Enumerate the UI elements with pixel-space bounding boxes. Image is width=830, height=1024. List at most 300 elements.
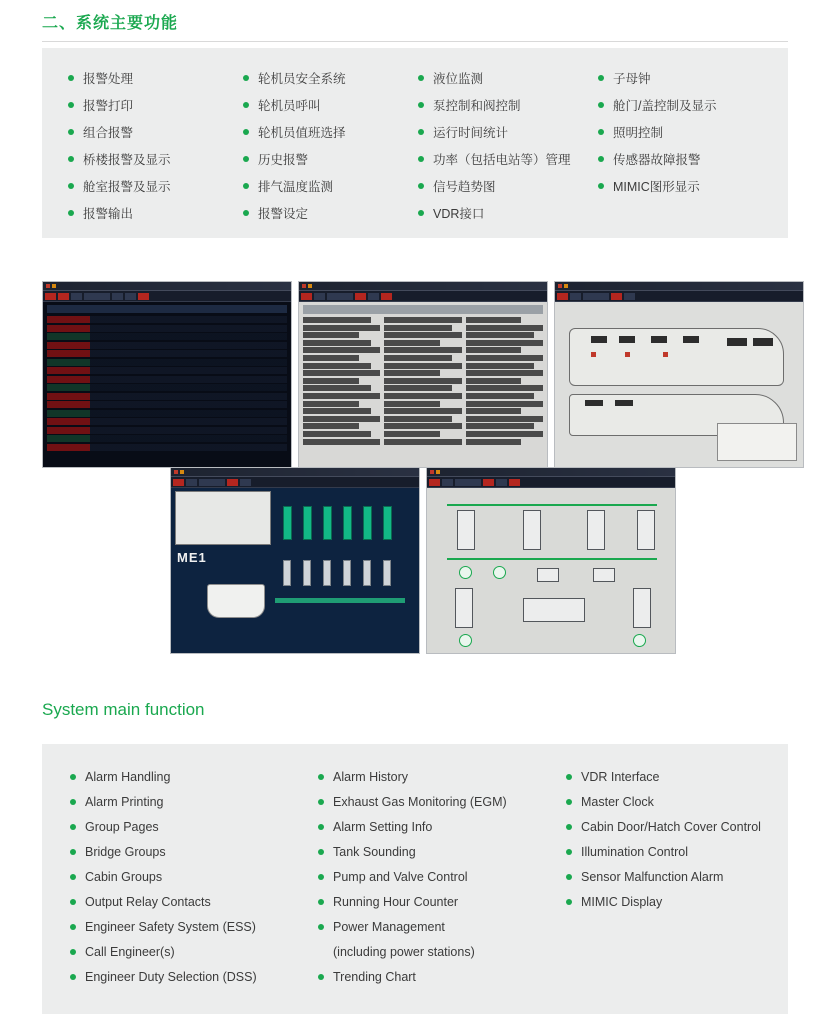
cn-feature-label: 轮机员值班选择 xyxy=(258,125,346,140)
bullet-icon xyxy=(566,899,572,905)
history-row xyxy=(303,355,359,361)
breaker-unit xyxy=(523,510,541,550)
minimize-icon xyxy=(564,284,568,288)
main-engine-screen xyxy=(170,467,420,654)
toolbar-icon xyxy=(429,479,440,486)
en-feature-label: Cabin Groups xyxy=(85,869,163,884)
history-row xyxy=(384,416,452,422)
en-feature-item xyxy=(70,839,318,864)
bullet-icon xyxy=(598,156,604,162)
transformer-node xyxy=(593,568,615,582)
cylinder-slider[interactable] xyxy=(323,560,331,586)
cylinder-slider[interactable] xyxy=(303,560,311,586)
en-feature-label: Master Clock xyxy=(581,794,654,809)
generator-icon xyxy=(459,634,472,647)
bullet-icon xyxy=(566,799,572,805)
history-row xyxy=(384,408,461,414)
bullet-icon xyxy=(68,210,74,216)
en-feature-item xyxy=(70,789,318,814)
history-row xyxy=(303,439,380,445)
toolbar-icon xyxy=(71,293,82,300)
cylinder-gauge xyxy=(363,506,372,540)
history-row xyxy=(384,401,440,407)
en-feature-label: Alarm Setting Info xyxy=(333,819,433,834)
toolbar-icon xyxy=(496,479,507,486)
en-feature-label: Engineer Duty Selection (DSS) xyxy=(85,969,257,984)
alarm-row xyxy=(47,359,287,366)
bullet-icon xyxy=(418,75,424,81)
breaker-unit xyxy=(457,510,475,550)
bullet-icon xyxy=(598,183,604,189)
bullet-icon xyxy=(68,156,74,162)
history-row xyxy=(384,325,452,331)
cn-feature-label: 功率（包括电站等）管理 xyxy=(433,152,571,167)
alarm-indicator xyxy=(663,352,668,357)
bullet-icon xyxy=(70,899,76,905)
history-row xyxy=(303,431,371,437)
history-row xyxy=(303,408,371,414)
en-feature-label: Tank Sounding xyxy=(333,844,416,859)
alarm-indicator xyxy=(591,352,596,357)
cn-heading-divider xyxy=(42,41,788,42)
cylinder-slider[interactable] xyxy=(343,560,351,586)
close-icon xyxy=(558,284,562,288)
cn-feature-label: 轮机员呼叫 xyxy=(258,98,321,113)
cn-feature-label: 舱门/盖控制及显示 xyxy=(613,98,717,113)
toolbar xyxy=(43,291,291,302)
bullet-icon xyxy=(418,156,424,162)
history-row xyxy=(466,340,543,346)
cn-feature-label: 组合报警 xyxy=(83,125,134,140)
cn-section-heading: 二、系统主要功能 xyxy=(42,15,179,32)
history-column xyxy=(303,317,380,468)
history-row xyxy=(466,355,543,361)
toolbar-icon xyxy=(368,293,379,300)
en-feature-label: Alarm History xyxy=(333,769,409,784)
bullet-icon xyxy=(318,874,324,880)
toolbar-icon xyxy=(125,293,136,300)
cn-feature-label: 运行时间统计 xyxy=(433,125,509,140)
history-row xyxy=(466,439,522,445)
en-feature-label: (including power stations) xyxy=(333,944,475,959)
cn-feature-item xyxy=(418,199,598,226)
history-row xyxy=(466,370,543,376)
tank-block xyxy=(615,400,633,406)
engine-body xyxy=(207,584,265,618)
en-feature-item xyxy=(318,814,566,839)
en-feature-item-continuation xyxy=(318,939,566,964)
toolbar-icon xyxy=(570,293,581,300)
alarm-list-header xyxy=(47,305,287,313)
cn-feature-item xyxy=(68,64,243,91)
cylinder-gauge xyxy=(283,506,292,540)
toolbar-icon xyxy=(186,479,197,486)
en-feature-item xyxy=(70,889,318,914)
cn-feature-label: 报警处理 xyxy=(83,71,134,86)
history-row xyxy=(384,340,440,346)
cn-feature-item xyxy=(418,172,598,199)
toolbar-icon xyxy=(624,293,635,300)
history-row xyxy=(384,378,461,384)
bullet-icon xyxy=(243,129,249,135)
history-row xyxy=(303,370,380,376)
en-feature-label: Alarm Printing xyxy=(85,794,164,809)
bullet-icon xyxy=(318,899,324,905)
cylinder-slider[interactable] xyxy=(383,560,391,586)
history-row xyxy=(384,363,461,369)
en-feature-item xyxy=(318,839,566,864)
cn-feature-label: 排气温度监测 xyxy=(258,179,334,194)
alarm-indicator xyxy=(625,352,630,357)
toolbar-icon xyxy=(173,479,184,486)
toolbar-icon xyxy=(327,293,353,300)
alarm-row xyxy=(47,325,287,332)
status-box xyxy=(717,423,797,461)
bullet-icon xyxy=(418,102,424,108)
cn-feature-item xyxy=(598,145,768,172)
cn-feature-label: 报警输出 xyxy=(83,206,134,221)
history-row xyxy=(466,347,522,353)
bullet-icon xyxy=(243,183,249,189)
en-feature-label: Sensor Malfunction Alarm xyxy=(581,869,724,884)
alarm-row xyxy=(47,342,287,349)
close-icon xyxy=(174,470,178,474)
history-row xyxy=(466,408,522,414)
cn-feature-label: 信号趋势图 xyxy=(433,179,496,194)
alarm-row xyxy=(47,316,287,323)
ship-mimic-screen xyxy=(554,281,804,468)
main-bus xyxy=(447,504,657,506)
history-row xyxy=(466,401,543,407)
bullet-icon xyxy=(566,874,572,880)
toolbar-icon xyxy=(611,293,622,300)
toolbar-icon xyxy=(301,293,312,300)
history-row xyxy=(303,347,380,353)
bullet-icon xyxy=(318,774,324,780)
screenshot-gallery xyxy=(0,277,830,657)
cn-feature-item xyxy=(598,172,768,199)
tank-block xyxy=(753,338,773,346)
cn-feature-label: 历史报警 xyxy=(258,152,309,167)
cn-feature-label: 轮机员安全系统 xyxy=(258,71,346,86)
alarm-row xyxy=(47,393,287,400)
history-row xyxy=(303,385,371,391)
en-feature-item xyxy=(70,764,318,789)
minimize-icon xyxy=(308,284,312,288)
toolbar xyxy=(555,291,803,302)
history-column xyxy=(384,317,461,468)
cn-feature-item xyxy=(243,91,418,118)
en-feature-item xyxy=(70,864,318,889)
bullet-icon xyxy=(243,156,249,162)
alarm-row xyxy=(47,376,287,383)
window-titlebar xyxy=(427,468,675,477)
cn-feature-item xyxy=(243,145,418,172)
shaft-line xyxy=(275,598,405,603)
bullet-icon xyxy=(318,924,324,930)
history-column xyxy=(466,317,543,468)
en-feature-item xyxy=(318,864,566,889)
power-diagram xyxy=(427,488,675,653)
bullet-icon xyxy=(318,799,324,805)
en-feature-label: Alarm Handling xyxy=(85,769,171,784)
toolbar xyxy=(427,477,675,488)
en-feature-item xyxy=(566,864,766,889)
bullet-icon xyxy=(68,183,74,189)
en-feature-label: MIMIC Display xyxy=(581,894,663,909)
bullet-icon xyxy=(318,824,324,830)
history-row xyxy=(303,325,380,331)
cn-feature-item xyxy=(68,199,243,226)
en-feature-item xyxy=(318,764,566,789)
load-unit xyxy=(455,588,473,628)
history-row xyxy=(384,439,461,445)
en-feature-item xyxy=(70,939,318,964)
cn-feature-item xyxy=(68,145,243,172)
cn-feature-label: 报警设定 xyxy=(258,206,309,221)
cn-feature-item xyxy=(418,91,598,118)
history-row xyxy=(303,378,359,384)
alarm-row xyxy=(47,384,287,391)
bullet-icon xyxy=(70,824,76,830)
cn-feature-panel xyxy=(42,48,788,238)
legend-box xyxy=(523,598,585,622)
cn-feature-item xyxy=(598,64,768,91)
toolbar-icon xyxy=(442,479,453,486)
generator-icon xyxy=(459,566,472,579)
en-feature-item xyxy=(318,964,566,989)
alarm-row xyxy=(47,410,287,417)
history-list-header xyxy=(303,305,543,314)
tank-block xyxy=(651,336,667,343)
en-feature-label: Group Pages xyxy=(85,819,159,834)
close-icon xyxy=(430,470,434,474)
en-feature-item xyxy=(566,814,766,839)
history-row xyxy=(466,317,522,323)
en-feature-item xyxy=(70,814,318,839)
history-row xyxy=(384,332,461,338)
cn-feature-label: 照明控制 xyxy=(613,125,664,140)
cn-feature-label: 泵控制和阀控制 xyxy=(433,98,521,113)
cn-feature-label: 子母钟 xyxy=(613,71,651,86)
bullet-icon xyxy=(318,974,324,980)
en-feature-label: Illumination Control xyxy=(581,844,688,859)
cylinder-gauge xyxy=(303,506,312,540)
history-row xyxy=(466,363,534,369)
en-feature-item xyxy=(318,889,566,914)
secondary-bus xyxy=(447,558,657,560)
history-row xyxy=(303,317,371,323)
tank-block xyxy=(591,336,607,343)
engine-diagram xyxy=(171,488,419,653)
toolbar-icon xyxy=(58,293,69,300)
cn-feature-item xyxy=(598,91,768,118)
bullet-icon xyxy=(68,75,74,81)
en-feature-item xyxy=(318,914,566,939)
cn-feature-grid xyxy=(68,64,768,226)
cn-feature-item xyxy=(68,172,243,199)
power-management-screen xyxy=(426,467,676,654)
cn-feature-label: VDR接口 xyxy=(433,206,485,221)
en-feature-label: Power Management xyxy=(333,919,445,934)
alarm-row xyxy=(47,427,287,434)
toolbar-icon xyxy=(557,293,568,300)
toolbar-icon xyxy=(583,293,609,300)
toolbar-icon xyxy=(455,479,481,486)
en-feature-label: Exhaust Gas Monitoring (EGM) xyxy=(333,794,507,809)
breaker-unit xyxy=(587,510,605,550)
en-feature-item xyxy=(318,789,566,814)
history-row xyxy=(466,325,543,331)
en-feature-item xyxy=(566,839,766,864)
history-row xyxy=(466,332,534,338)
cylinder-slider[interactable] xyxy=(363,560,371,586)
tank-block xyxy=(619,336,635,343)
en-section-heading: System main function xyxy=(42,700,205,719)
en-feature-item xyxy=(566,789,766,814)
bullet-icon xyxy=(566,774,572,780)
alarm-handling-screen xyxy=(42,281,292,468)
cylinder-gauge xyxy=(343,506,352,540)
close-icon xyxy=(46,284,50,288)
history-row xyxy=(466,416,543,422)
en-feature-panel xyxy=(42,744,788,1014)
cn-feature-label: 桥楼报警及显示 xyxy=(83,152,171,167)
bullet-icon xyxy=(243,210,249,216)
en-feature-label: Call Engineer(s) xyxy=(85,944,175,959)
tank-block xyxy=(727,338,747,346)
toolbar-icon xyxy=(240,479,251,486)
alarm-row xyxy=(47,401,287,408)
bullet-icon xyxy=(68,102,74,108)
bullet-icon xyxy=(70,974,76,980)
history-row xyxy=(384,355,452,361)
window-titlebar xyxy=(171,468,419,477)
history-row xyxy=(466,378,522,384)
en-feature-item xyxy=(70,964,318,989)
history-row xyxy=(466,431,543,437)
en-feature-label: Bridge Groups xyxy=(85,844,166,859)
history-row xyxy=(303,363,371,369)
cn-feature-item xyxy=(243,118,418,145)
generator-icon xyxy=(633,634,646,647)
history-row xyxy=(466,393,534,399)
bullet-icon xyxy=(70,774,76,780)
alarm-row xyxy=(47,444,287,451)
cn-feature-item xyxy=(598,118,768,145)
toolbar-icon xyxy=(199,479,225,486)
history-columns xyxy=(303,317,543,468)
bullet-icon xyxy=(318,849,324,855)
breaker-unit xyxy=(637,510,655,550)
history-row xyxy=(384,317,461,323)
transformer-node xyxy=(537,568,559,582)
bullet-icon xyxy=(598,102,604,108)
toolbar-icon xyxy=(227,479,238,486)
bullet-icon xyxy=(566,849,572,855)
en-feature-label: Output Relay Contacts xyxy=(85,894,211,909)
toolbar xyxy=(171,477,419,488)
toolbar-icon xyxy=(483,479,494,486)
en-feature-item xyxy=(566,764,766,789)
bullet-icon xyxy=(418,183,424,189)
bullet-icon xyxy=(243,102,249,108)
alarm-row xyxy=(47,350,287,357)
bullet-icon xyxy=(70,949,76,955)
cn-feature-item xyxy=(68,118,243,145)
history-list xyxy=(299,302,547,467)
cn-feature-label: 舱室报警及显示 xyxy=(83,179,171,194)
minimize-icon xyxy=(52,284,56,288)
window-titlebar xyxy=(43,282,291,291)
en-feature-label: Running Hour Counter xyxy=(333,894,459,909)
alarm-list xyxy=(43,302,291,467)
bullet-icon xyxy=(70,924,76,930)
bullet-icon xyxy=(70,849,76,855)
alarm-row xyxy=(47,367,287,374)
tank-block xyxy=(683,336,699,343)
history-row xyxy=(384,370,440,376)
history-row xyxy=(466,423,534,429)
bullet-icon xyxy=(70,799,76,805)
bullet-icon xyxy=(68,129,74,135)
toolbar-icon xyxy=(355,293,366,300)
cn-feature-item xyxy=(243,64,418,91)
cn-feature-item xyxy=(243,172,418,199)
cn-feature-label: 报警打印 xyxy=(83,98,134,113)
history-row xyxy=(303,340,371,346)
cn-feature-item xyxy=(68,91,243,118)
load-unit xyxy=(633,588,651,628)
window-titlebar xyxy=(299,282,547,291)
cn-feature-item xyxy=(418,145,598,172)
bullet-icon xyxy=(598,75,604,81)
generator-icon xyxy=(493,566,506,579)
en-feature-grid xyxy=(70,764,770,989)
history-row xyxy=(303,423,359,429)
history-row xyxy=(303,332,359,338)
history-row xyxy=(303,393,380,399)
cylinder-gauge xyxy=(323,506,332,540)
cn-feature-label: MIMIC图形显示 xyxy=(613,179,700,194)
bullet-icon xyxy=(598,129,604,135)
history-row xyxy=(303,416,380,422)
history-row xyxy=(384,385,452,391)
toolbar-icon xyxy=(314,293,325,300)
tank-block xyxy=(585,400,603,406)
cn-feature-label: 传感器故障报警 xyxy=(613,152,701,167)
history-row xyxy=(466,385,543,391)
cylinder-gauge xyxy=(383,506,392,540)
cylinder-slider[interactable] xyxy=(283,560,291,586)
alarm-row xyxy=(47,333,287,340)
en-feature-label: VDR Interface xyxy=(581,769,660,784)
cn-feature-item xyxy=(418,118,598,145)
minimize-icon xyxy=(180,470,184,474)
bullet-icon xyxy=(566,824,572,830)
history-row xyxy=(384,393,461,399)
alarm-history-screen xyxy=(298,281,548,468)
engine-label: ME1 xyxy=(177,550,207,565)
toolbar-icon xyxy=(381,293,392,300)
alarm-row xyxy=(47,435,287,442)
history-row xyxy=(384,347,461,353)
en-feature-label: Trending Chart xyxy=(333,969,416,984)
toolbar-icon xyxy=(84,293,110,300)
en-feature-label: Engineer Safety System (ESS) xyxy=(85,919,256,934)
bullet-icon xyxy=(418,129,424,135)
bullet-icon xyxy=(243,75,249,81)
